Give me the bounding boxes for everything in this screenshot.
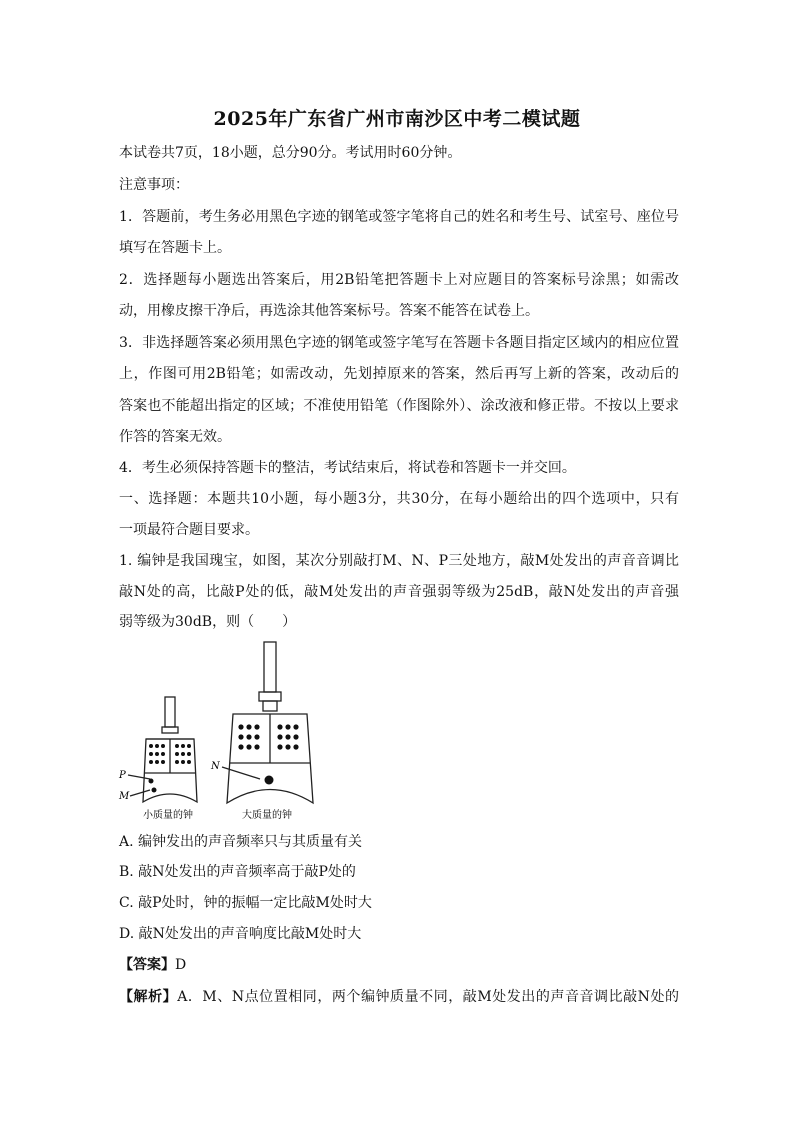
notice-3-line-1: 3．非选择题答案必须用黑色字迹的钢笔或签字笔写在答题卡各题目指定区域内的相应位置 <box>119 335 679 351</box>
label-n: N <box>211 761 220 772</box>
label-m: M <box>119 791 130 802</box>
analysis-text: A．M、N点位置相同，两个编钟质量不同，敲M处发出的声音音调比敲N处的 <box>177 989 680 1005</box>
notice-3-line-4: 作答的答案无效。 <box>119 429 231 445</box>
small-bell-caption: 小质量的钟 <box>143 810 193 821</box>
answer-line <box>119 955 679 975</box>
notice-2-line-2: 动，用橡皮擦干净后，再选涂其他答案标号。答案不能答在试卷上。 <box>119 303 539 319</box>
bells-diagram <box>110 636 350 826</box>
notice-heading: 注意事项： <box>119 177 189 193</box>
notice-4-line-1: 4．考生必须保持答题卡的整洁，考试结束后，将试卷和答题卡一并交回。 <box>119 460 576 476</box>
notice-1-line-2: 填写在答题卡上。 <box>119 240 231 256</box>
analysis-line <box>119 987 679 1007</box>
question-1-line-2: 敲N处的高，比敲P处的低，敲M处发出的声音强弱等级为25dB，敲N处发出的声音强 <box>119 584 679 600</box>
option-b: B. 敲N处发出的声音频率高于敲P处的 <box>119 864 356 880</box>
section-heading-line-2: 一项最符合题目要求。 <box>119 522 259 538</box>
large-bell-collar <box>259 692 281 701</box>
option-c: C. 敲P处时，钟的振幅一定比敲M处时大 <box>119 895 372 911</box>
notice-3-line-2: 上，作图可用2B铅笔；如需改动，先划掉原来的答案，然后再写上新的答案，改动后的 <box>119 366 679 382</box>
question-1-line-1: 1. 编钟是我国瑰宝，如图，某次分别敲打M、N、P三处地方，敲M处发出的声音音调比 <box>119 553 679 569</box>
question-1-line-3: 弱等级为30dB，则（ ） <box>119 614 297 630</box>
point-p-marker <box>149 779 154 784</box>
bianzhong-figure <box>110 636 350 826</box>
label-p: P <box>119 770 126 781</box>
option-d: D. 敲N处发出的声音响度比敲M处时大 <box>119 926 362 942</box>
large-bell-handle <box>264 642 276 692</box>
section-heading-line-1: 一、选择题：本题共10小题，每小题3分，共30分，在每小题给出的四个选项中，只有 <box>119 491 679 507</box>
option-a: A. 编钟发出的声音频率只与其质量有关 <box>119 834 363 850</box>
answer-tag: 【答案】 <box>119 957 175 973</box>
intro-text: 本试卷共7页，18小题，总分90分。考试用时60分钟。 <box>119 145 462 161</box>
page-title: 2025年广东省广州市南沙区中考二模试题 <box>213 108 581 130</box>
analysis-tag: 【解析】 <box>119 989 178 1005</box>
small-bell-collar <box>162 727 178 733</box>
notice-2-line-1: 2．选择题每小题选出答案后，用2B铅笔把答题卡上对应题目的答案标号涂黑；如需改 <box>119 272 679 288</box>
large-bell-caption: 大质量的钟 <box>242 810 292 821</box>
notice-1-line-1: 1．答题前，考生务必用黑色字迹的钢笔或签字笔将自己的姓名和考生号、试室号、座位号 <box>119 209 679 225</box>
small-bell-handle <box>165 697 175 727</box>
notice-3-line-3: 答案也不能超出指定的区域；不准使用铅笔（作图除外）、涂改液和修正带。不按以上要求 <box>119 398 679 414</box>
answer-value: D <box>175 957 187 973</box>
point-n-marker <box>265 776 274 785</box>
point-m-marker <box>152 788 157 793</box>
